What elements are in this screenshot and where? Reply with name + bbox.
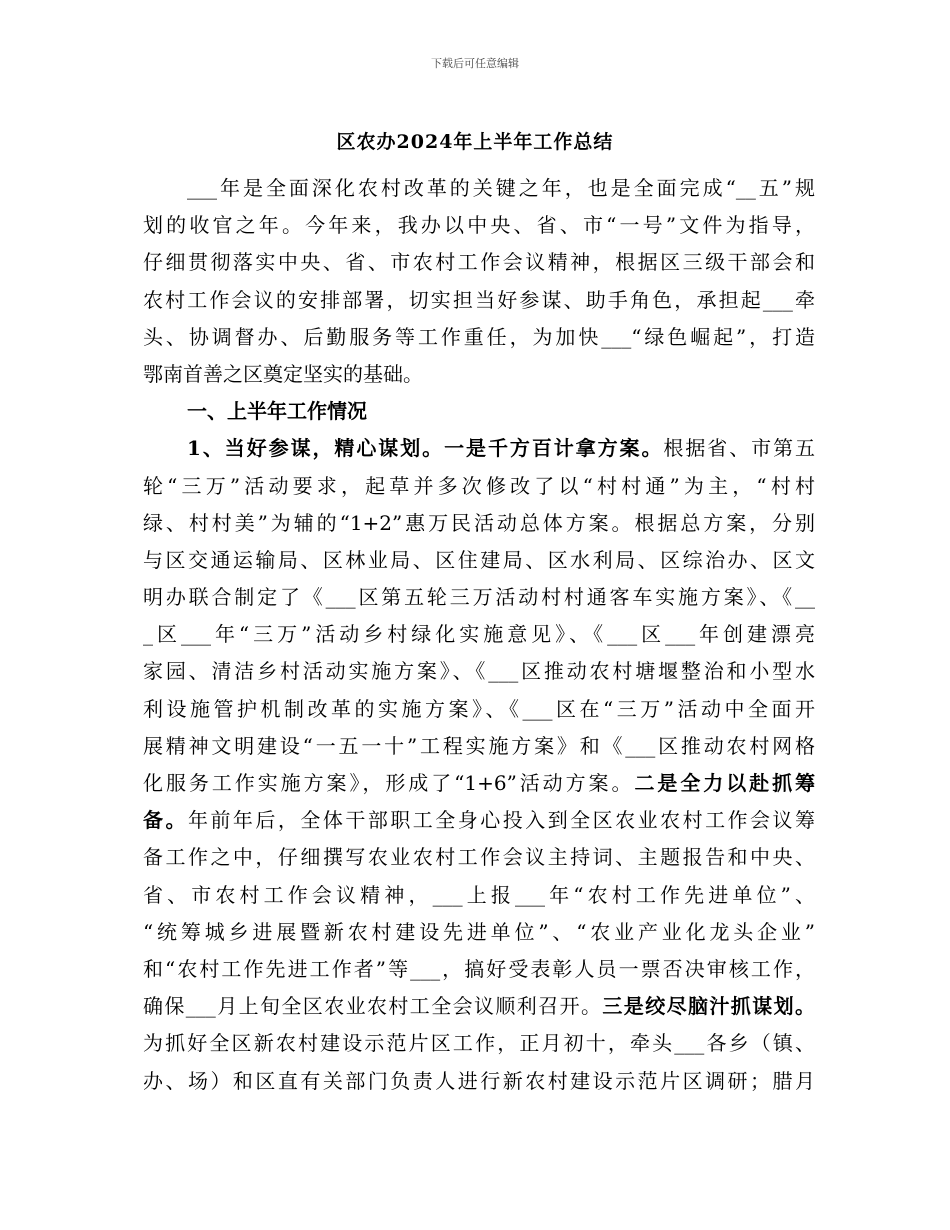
point-heading: 备。 <box>143 808 188 833</box>
paragraph-line: “统筹城乡进展暨新农村建设先进单位”、“农业产业化龙头企业” <box>143 919 815 944</box>
document-body <box>143 170 815 1100</box>
paragraph-line <box>143 988 815 1025</box>
paragraph-line <box>143 765 815 802</box>
intro-line: 仔细贯彻落实中央、省、市农村工作会议精神，根据区三级干部会和 <box>143 250 815 275</box>
point-heading: 一是千方百计拿方案。 <box>444 436 664 461</box>
document-title: 区农办2024年上半年工作总结 <box>336 131 614 153</box>
paragraph-line: 利设施管护机制改革的实施方案》、《___区在“三万”活动中全面开 <box>143 696 815 721</box>
paragraph-line: 为抓好全区新农村建设示范片区工作，正月初十，牵头___各乡（镇、 <box>143 1031 815 1056</box>
paragraph-line: 与区交通运输局、区林业局、区住建局、区水利局、区综治办、区文 <box>143 547 815 572</box>
point-heading: 二是全力以赴抓筹 <box>634 771 816 795</box>
intro-line: 划的收官之年。今年来，我办以中央、省、市“一号”文件为指导， <box>143 213 815 238</box>
paragraph-line: 绿、村村美”为辅的“1+2”惠万民活动总体方案。根据总方案，分别 <box>143 510 815 535</box>
paragraph-text: 确保___月上旬全区农业农村工全会议顺利召开。 <box>143 994 603 1019</box>
paragraph-line: 轮“三万”活动要求，起草并多次修改了以“村村通”为主，“村村 <box>143 473 815 498</box>
paragraph-line <box>143 802 815 839</box>
paragraph-line: 备工作之中，仔细撰写农业农村工作会议主持词、主题报告和中央、 <box>143 845 815 870</box>
intro-line: 农村工作会议的安排部署，切实担当好参谋、助手角色，承担起___牵 <box>143 287 815 312</box>
point-heading: 三是绞尽脑汁抓谋划。 <box>602 994 816 1019</box>
paragraph-text: 根据省、市第五 <box>663 436 816 461</box>
header-note: 下载后可任意编辑 <box>431 57 519 70</box>
intro-line: 头、协调督办、后勤服务等工作重任，为加快___“绿色崛起”，打造 <box>143 324 815 349</box>
intro-line: ___年是全面深化农村改革的关键之年，也是全面完成“__五”规 <box>187 176 815 200</box>
paragraph-line: 明办联合制定了《___区第五轮三万活动村村通客车实施方案》、《__ <box>143 585 815 610</box>
subsection-heading: 1、当好参谋，精心谋划。 <box>187 436 445 461</box>
paragraph-line: 和“农村工作先进工作者”等___，搞好受表彰人员一票否决审核工作， <box>143 956 815 981</box>
paragraph-line: 省、市农村工作会议精神，___上报___年“农村工作先进单位”、 <box>143 882 815 907</box>
paragraph-line <box>143 430 815 467</box>
paragraph-line: _区___年“三万”活动乡村绿化实施意见》、《___区___年创建漂亮 <box>143 622 815 647</box>
paragraph-text: 年前年后，全体干部职工全身心投入到全区农业农村工作会议筹 <box>187 808 816 833</box>
intro-line: 鄂南首善之区奠定坚实的基础。 <box>143 361 423 386</box>
paragraph-line: 办、场）和区直有关部门负责人进行新农村建设示范片区调研；腊月 <box>143 1068 815 1093</box>
section-heading: 一、上半年工作情况 <box>187 399 367 424</box>
paragraph-line: 家园、清洁乡村活动实施方案》、《___区推动农村塘堰整治和小型水 <box>143 659 815 684</box>
paragraph-text: 化服务工作实施方案》，形成了“1+6”活动方案。 <box>143 771 635 795</box>
paragraph-line: 展精神文明建设“一五一十”工程实施方案》和《___区推动农村网格 <box>143 733 815 758</box>
